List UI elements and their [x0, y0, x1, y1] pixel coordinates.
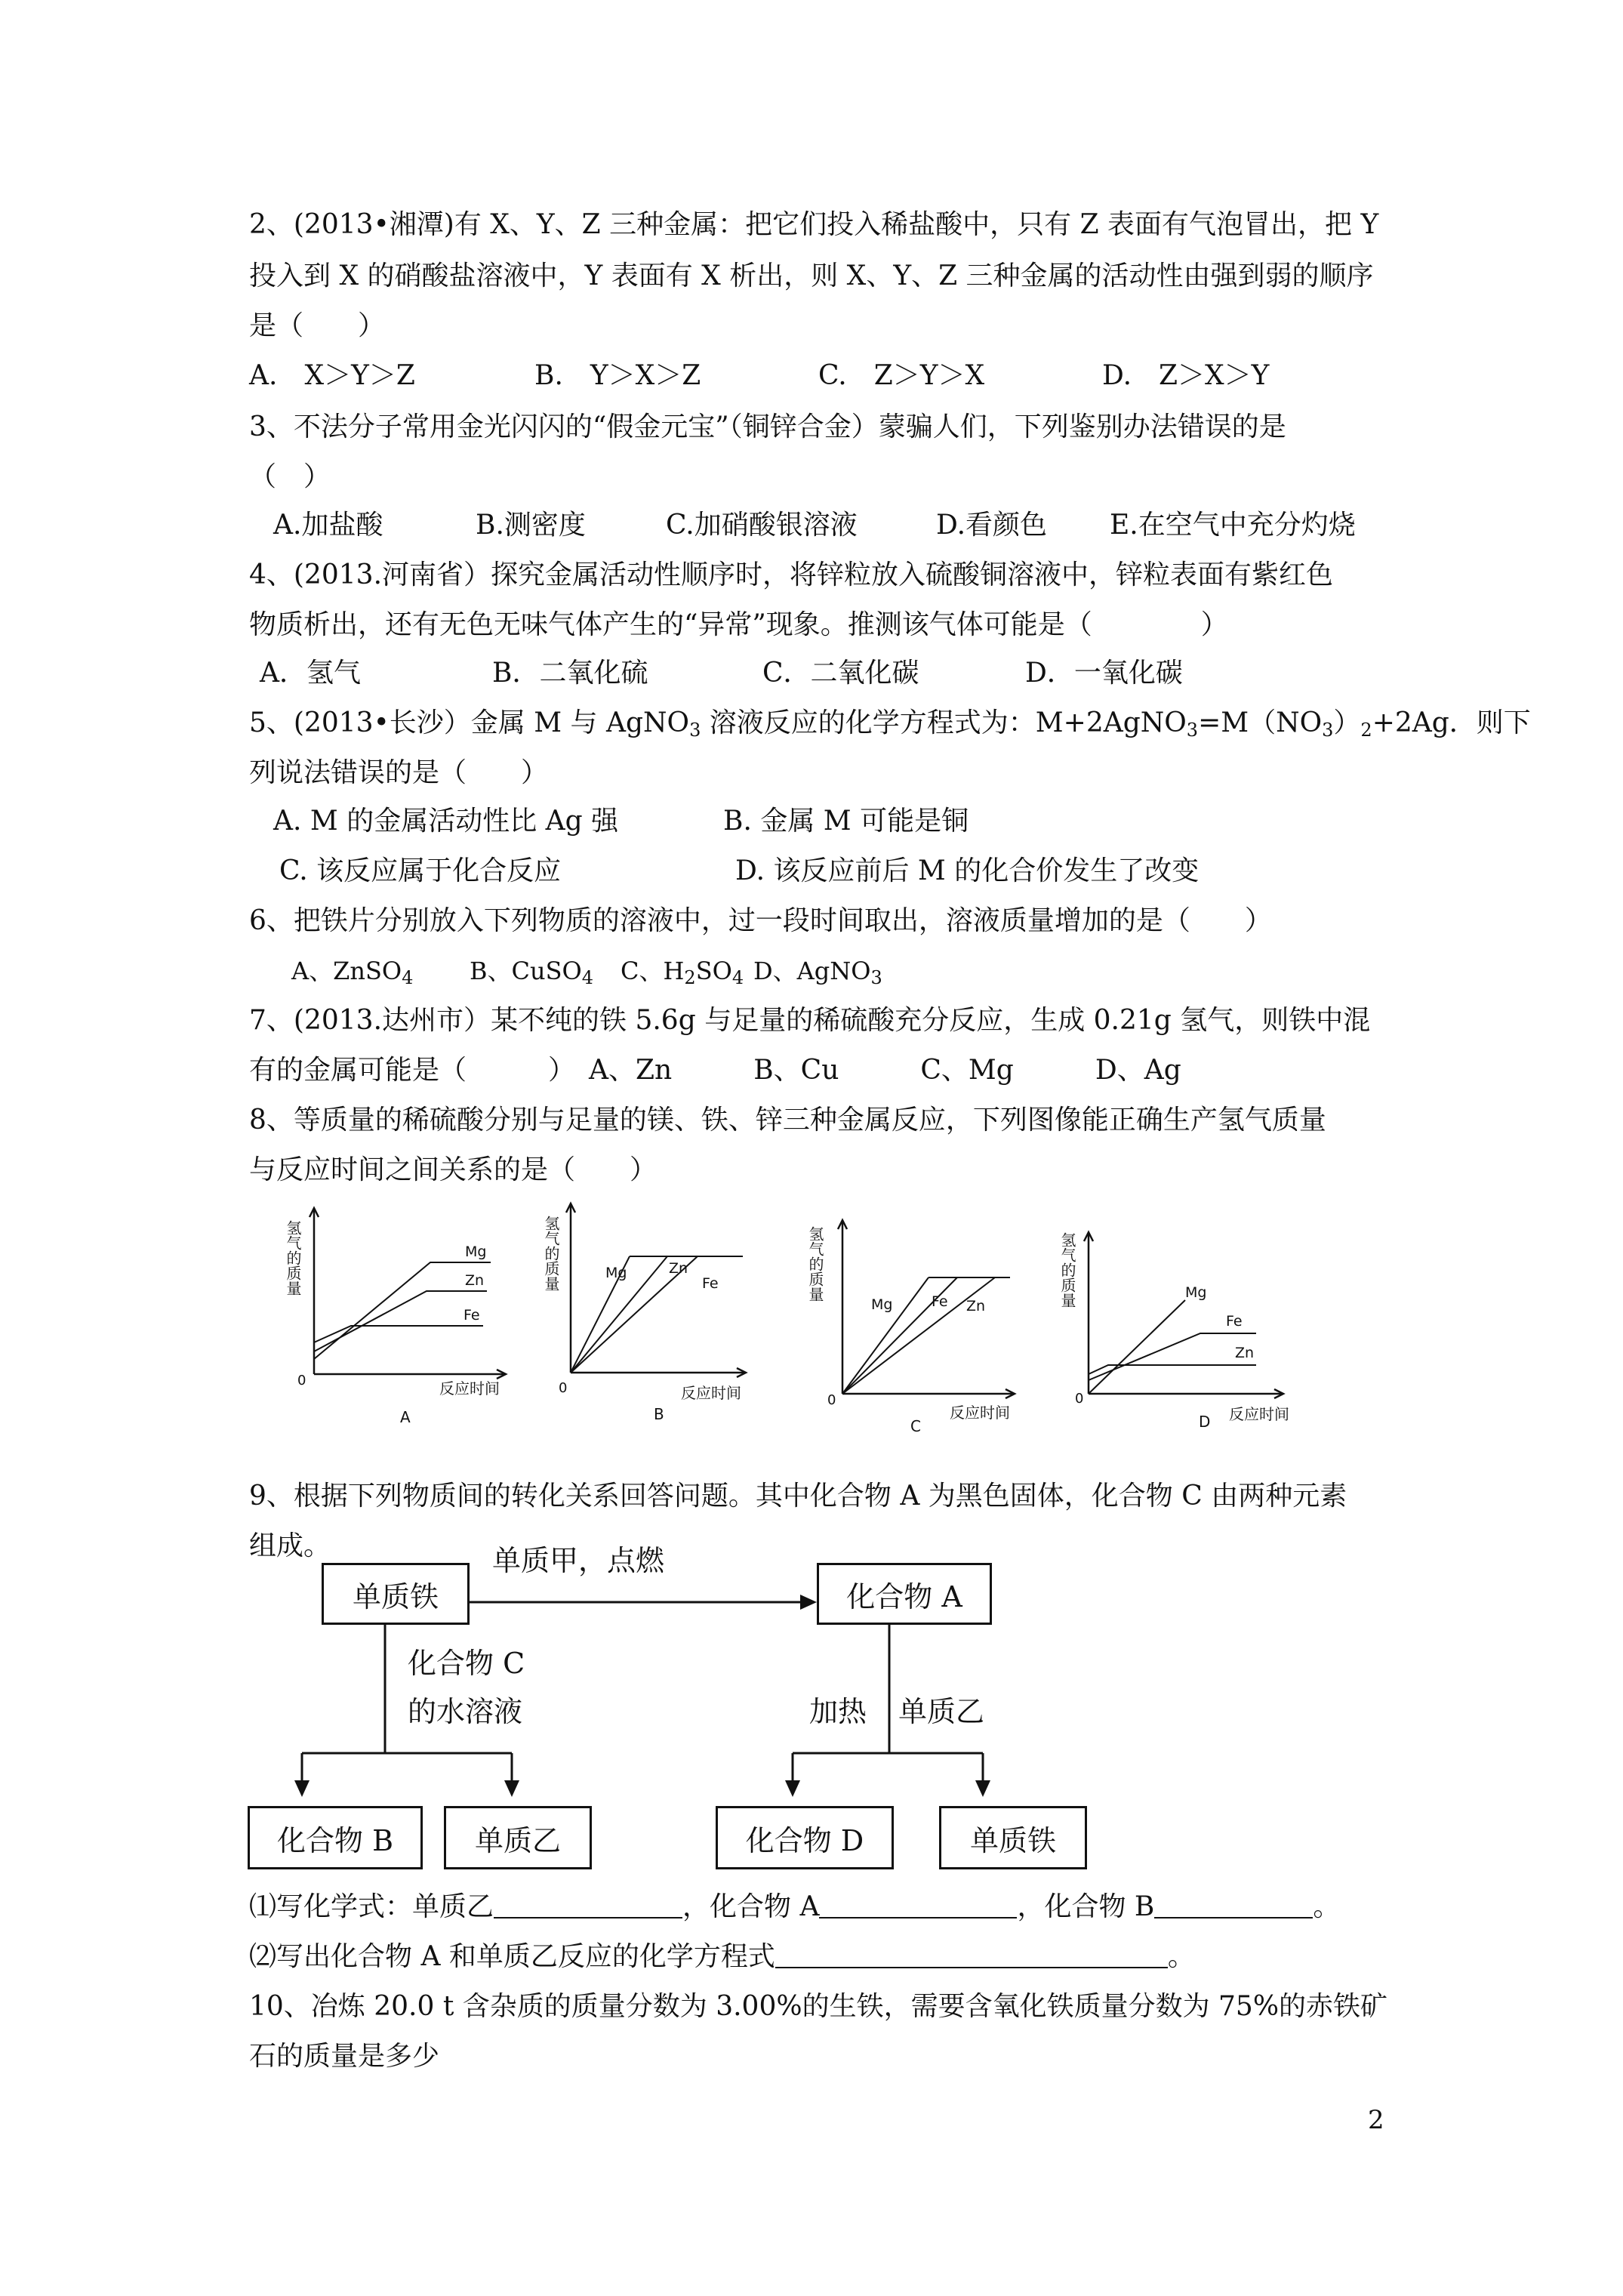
graph-a-xlabel: 反应时间	[439, 1379, 500, 1398]
graph-c-caption: C	[910, 1417, 921, 1435]
blank-equation[interactable]	[775, 1941, 1168, 1968]
q5-sub-1: 3	[689, 720, 701, 741]
graph-a-ylabel: 氢气的质量	[284, 1220, 302, 1296]
q6-option-c-text: C、H	[621, 957, 685, 985]
graph-a-label-zn: Zn	[465, 1272, 485, 1289]
graph-c-xlabel: 反应时间	[950, 1404, 1010, 1422]
box-iron-top: 单质铁	[322, 1563, 470, 1625]
graph-b-xlabel: 反应时间	[681, 1384, 741, 1402]
q4-option-d: D．一氧化碳	[1025, 658, 1183, 689]
graph-c-label-fe: Fe	[932, 1293, 948, 1310]
q5-option-d: D. 该反应前后 M 的化合价发生了改变	[735, 855, 1200, 886]
box-element-yi: 单质乙	[444, 1806, 592, 1869]
q9-sub1-text-d: 。	[1313, 1891, 1341, 1922]
graph-a-origin: 0	[297, 1373, 306, 1388]
q3-option-d: D.看颜色	[936, 510, 1048, 541]
q3-option-b: B.测密度	[476, 510, 586, 541]
box-compound-d: 化合物 D	[716, 1806, 894, 1869]
q6-option-c-sub2: 4	[731, 967, 744, 988]
branch-left-to-yi-head	[504, 1780, 519, 1797]
graph-b-label-mg: Mg	[605, 1265, 627, 1281]
q4-option-c: C．二氧化碳	[762, 658, 919, 689]
q6-option-d-sub: 3	[870, 967, 882, 988]
box-iron-bottom: 单质铁	[939, 1806, 1087, 1869]
q5-text-e: +2Ag．则下	[1372, 707, 1531, 738]
q6-option-d-text: D、AgNO	[753, 957, 871, 985]
arrow-iron-to-a-head	[800, 1595, 817, 1610]
q6-option-a-sub: 4	[402, 967, 414, 988]
q5-option-c: C. 该反应属于化合反应	[279, 855, 562, 886]
q9-sub1-text-b: ，化合物 A	[682, 1891, 820, 1922]
label-compound-c: 化合物 C	[408, 1647, 525, 1680]
q8-line2: 与反应时间之间关系的是（ ）	[249, 1154, 658, 1185]
graph-c-label-mg: Mg	[871, 1296, 893, 1313]
graph-d-origin: 0	[1075, 1391, 1084, 1407]
graph-b-caption: B	[654, 1405, 664, 1423]
q2-option-c: C. Z＞Y＞X	[818, 360, 985, 391]
q10-line2: 石的质量是多少	[249, 2041, 440, 2072]
q5-sub-4: 2	[1360, 720, 1372, 741]
graph-c-origin: 0	[827, 1392, 836, 1408]
label-heat: 加热	[809, 1695, 867, 1728]
q5-line2: 列说法错误的是（ ）	[249, 757, 549, 788]
q9-sub2-text-b: 。	[1167, 1941, 1195, 1972]
q3-option-c: C.加硝酸银溶液	[666, 510, 858, 541]
page-number: 2	[1368, 2105, 1384, 2135]
q9-sub2	[249, 1940, 1195, 1974]
q3-line1: 3、不法分子常用金光闪闪的“假金元宝”（铜锌合金）蒙骗人们，下列鉴别办法错误的是	[249, 411, 1286, 442]
q9-sub1-text-c: ，化合物 B	[1017, 1891, 1155, 1922]
q2-line2: 投入到 X 的硝酸盐溶液中，Y 表面有 X 析出，则 X、Y、Z 三种金属的活动性由强到弱的顺序	[249, 260, 1374, 291]
q5-text-b: 溶液反应的化学方程式为：M+2AgNO	[701, 707, 1187, 738]
q5-text-a: 5、(2013•长沙）金属 M 与 AgNO	[249, 707, 690, 738]
q5-text-d: ）	[1333, 707, 1361, 738]
q3-option-e: E.在空气中充分灼烧	[1110, 510, 1356, 541]
q6-line1: 6、把铁片分别放入下列物质的溶液中，过一段时间取出，溶液质量增加的是（ ）	[249, 905, 1272, 936]
graph-a-caption: A	[400, 1408, 411, 1426]
label-element-jia: 单质甲，点燃	[492, 1544, 665, 1577]
graph-c-ylabel: 氢气的质量	[806, 1226, 824, 1302]
q6-option-b-sub: 4	[581, 967, 594, 988]
q4-option-b: B．二氧化硫	[492, 658, 648, 689]
graph-b-label-zn: Zn	[669, 1260, 688, 1277]
q9-line1: 9、根据下列物质间的转化关系回答问题。其中化合物 A 为黑色固体，化合物 C 由两种元素	[249, 1481, 1347, 1512]
branch-left-to-b-head	[294, 1780, 310, 1797]
graph-d-caption: D	[1199, 1413, 1211, 1431]
branch-right-to-d-head	[785, 1780, 800, 1797]
q5-text-c: =M（NO	[1198, 707, 1323, 738]
q10-line1: 10、冶炼 20.0 t 含杂质的质量分数为 3.00%的生铁，需要含氧化铁质量分数为 75%的赤铁矿	[249, 1991, 1388, 2022]
q9-sub1	[249, 1891, 1340, 1924]
q5-sub-2: 3	[1186, 720, 1199, 741]
graph-b-label-fe: Fe	[702, 1275, 719, 1292]
graph-a-label-fe: Fe	[463, 1307, 480, 1324]
graph-b-origin: 0	[559, 1380, 568, 1396]
q2-option-b: B. Y＞X＞Z	[534, 360, 701, 391]
q4-line2: 物质析出，还有无色无味气体产生的“异常”现象。推测该气体可能是（ ）	[249, 609, 1228, 640]
q7-line2: 有的金属可能是（ ） A、Zn B、Cu C、Mg D、Ag	[249, 1055, 1181, 1086]
blank-compound-a[interactable]	[819, 1891, 1017, 1918]
graph-d-ylabel: 氢气的质量	[1058, 1232, 1076, 1308]
q4-line1: 4、(2013.河南省）探究金属活动性顺序时，将锌粒放入硫酸铜溶液中，锌粒表面有紫红色	[249, 559, 1334, 590]
q6-option-c-text2: SO	[695, 957, 732, 985]
q5-sub-3: 3	[1322, 720, 1334, 741]
box-compound-b: 化合物 B	[248, 1806, 423, 1869]
q8-line1: 8、等质量的稀硫酸分别与足量的镁、铁、锌三种金属反应，下列图像能正确生产氢气质量	[249, 1105, 1326, 1136]
q9-sub2-text-a: ⑵写出化合物 A 和单质乙反应的化学方程式	[249, 1941, 775, 1972]
q2-line1: 2、(2013•湘潭)有 X、Y、Z 三种金属：把它们投入稀盐酸中，只有 Z 表面有气泡冒出，把 Y	[249, 209, 1379, 240]
q7-line1: 7、(2013.达州市）某不纯的铁 5.6g 与足量的稀硫酸充分反应，生成 0.21g 氢气，则铁中混	[249, 1005, 1371, 1036]
q6-option-a-text: A、ZnSO	[291, 957, 402, 985]
label-aqueous: 的水溶液	[408, 1695, 523, 1728]
blank-element-yi[interactable]	[494, 1891, 682, 1918]
q3-line2: （ ）	[249, 461, 331, 492]
q5-option-a: A. M 的金属活动性比 Ag 强	[273, 806, 619, 837]
branch-right-to-iron-head	[975, 1780, 990, 1797]
graph-d-label-fe: Fe	[1226, 1313, 1243, 1330]
graph-d-label-mg: Mg	[1185, 1284, 1207, 1301]
q2-line3: 是（ ）	[249, 310, 386, 341]
graph-a-label-mg: Mg	[465, 1244, 487, 1260]
q5-option-b: B. 金属 M 可能是铜	[723, 806, 969, 837]
q4-option-a: A．氢气	[260, 658, 361, 689]
q9-line2: 组成。	[249, 1530, 331, 1561]
graph-c-label-zn: Zn	[966, 1298, 986, 1314]
q6-option-c-sub: 2	[684, 967, 696, 988]
q9-sub1-text-a: ⑴写化学式：单质乙	[249, 1891, 494, 1922]
q2-option-a: A. X＞Y＞Z	[249, 360, 415, 391]
graph-d-label-zn: Zn	[1235, 1345, 1255, 1361]
q2-option-d: D. Z＞X＞Y	[1102, 360, 1270, 391]
label-element-yi: 单质乙	[898, 1695, 985, 1728]
q6-option-b-text: B、CuSO	[470, 957, 582, 985]
box-compound-a: 化合物 A	[817, 1563, 992, 1625]
graph-d-xlabel: 反应时间	[1229, 1405, 1289, 1423]
graph-b-ylabel: 氢气的质量	[542, 1216, 560, 1291]
blank-compound-b[interactable]	[1154, 1891, 1313, 1918]
q3-option-a: A.加盐酸	[273, 510, 383, 541]
